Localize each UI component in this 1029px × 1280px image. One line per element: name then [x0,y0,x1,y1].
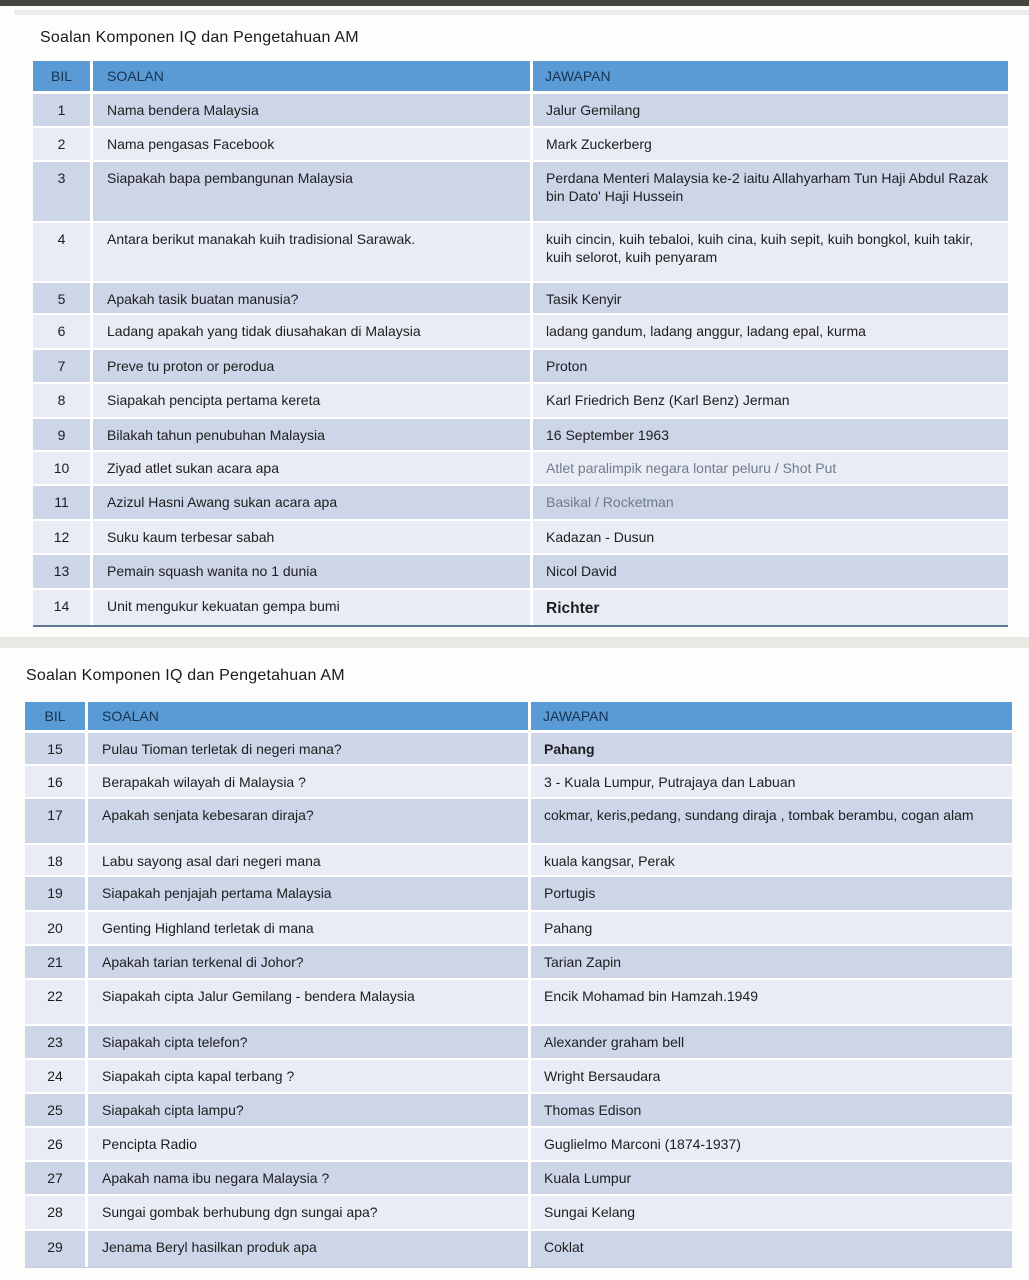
table-row [33,521,1008,555]
table-row [25,1196,1012,1231]
answer-cell: Proton [546,358,588,375]
question-cell: Unit mengukur kekuatan gempa bumi [93,590,533,624]
column-header-bil: BIL [33,61,93,91]
bil-cell: 13 [33,555,93,588]
slide-2 [25,666,1012,1268]
bil-cell: 18 [25,845,88,875]
previous-slide-edge [0,0,1029,6]
table-row [25,946,1012,980]
answer-cell: Basikal / Rocketman [546,494,674,511]
bil-cell: 20 [25,912,88,944]
answer-cell: Atlet paralimpik negara lontar peluru / Shot Put [546,460,837,477]
question-cell: Genting Highland terletak di mana [88,912,531,944]
slide-1 [33,28,1008,627]
column-header-soalan: SOALAN [88,702,531,730]
table-header-row [25,702,1012,733]
answer-cell: Perdana Menteri Malaysia ke-2 iaitu Allahyarham Tun Haji Abdul Razak bin Dato' Haji Hussein [546,170,989,205]
answer-cell: ladang gandum, ladang anggur, ladang epal, kurma [546,323,866,340]
question-cell: Preve tu proton or perodua [93,350,533,382]
answer-cell: Richter [546,600,600,618]
question-cell: Siapakah cipta kapal terbang ? [88,1060,531,1092]
table-header-row [33,61,1008,94]
answer-cell: Karl Friedrich Benz (Karl Benz) Jerman [546,392,790,409]
table-row [33,486,1008,521]
question-cell: Siapakah cipta Jalur Gemilang - bendera Malaysia [88,980,531,1024]
bil-cell: 28 [25,1196,88,1229]
question-cell: Sungai gombak berhubung dgn sungai apa? [88,1196,531,1229]
question-cell: Suku kaum terbesar sabah [93,521,533,553]
bil-cell: 22 [25,980,88,1024]
answer-cell: Kuala Lumpur [544,1170,632,1187]
answer-cell: Guglielmo Marconi (1874-1937) [544,1136,741,1153]
answer-cell: Jalur Gemilang [546,102,641,118]
answer-cell: kuih cincin, kuih tebaloi, kuih cina, kuih sepit, kuih bongkol, kuih takir, kuih selorot, kuih penyaram [546,231,974,266]
answer-cell: Nicol David [546,563,617,580]
table-row [25,799,1012,845]
question-cell: Pemain squash wanita no 1 dunia [93,555,533,588]
answer-cell: Pahang [544,741,595,757]
bil-cell: 25 [25,1094,88,1126]
table-row [33,223,1008,283]
section-title: Soalan Komponen IQ dan Pengetahuan AM [26,667,345,684]
bil-cell: 27 [25,1162,88,1194]
question-cell: Antara berikut manakah kuih tradisional Sarawak. [93,223,533,281]
bil-cell: 23 [25,1026,88,1058]
question-cell: Labu sayong asal dari negeri mana [88,845,531,875]
bil-cell: 26 [25,1128,88,1160]
bil-cell: 2 [33,128,93,160]
column-header-jawapan: JAWAPAN [543,708,609,724]
question-cell: Siapakah cipta telefon? [88,1026,531,1058]
answer-cell: Pahang [544,920,593,937]
table-row [33,384,1008,419]
table-row [33,94,1008,128]
answer-cell: 3 - Kuala Lumpur, Putrajaya dan Labuan [544,774,796,790]
table-row [25,1060,1012,1094]
question-cell: Ziyad atlet sukan acara apa [93,452,533,484]
answer-cell: Coklat [544,1239,584,1256]
bil-cell: 19 [25,877,88,910]
question-cell: Siapakah pencipta pertama kereta [93,384,533,417]
slide-separator [0,637,1029,648]
table-row [33,162,1008,223]
answer-cell: Sungai Kelang [544,1204,636,1221]
table-row [25,733,1012,766]
answer-cell: Mark Zuckerberg [546,136,652,152]
question-cell: Berapakah wilayah di Malaysia ? [88,766,531,797]
question-cell: Siapakah penjajah pertama Malaysia [88,877,531,910]
table-row [33,128,1008,162]
table-row [33,315,1008,350]
table-row [33,452,1008,486]
table-row [33,590,1008,624]
table-row [25,766,1012,799]
question-cell: Nama pengasas Facebook [93,128,533,160]
section-title: Soalan Komponen IQ dan Pengetahuan AM [40,29,359,46]
question-cell: Bilakah tahun penubuhan Malaysia [93,419,533,450]
answer-cell: Portugis [544,885,596,902]
bil-cell: 14 [33,590,93,624]
table-body [25,733,1012,1267]
question-cell: Siapakah cipta lampu? [88,1094,531,1126]
question-cell: Apakah tarian terkenal di Johor? [88,946,531,978]
bil-cell: 9 [33,419,93,450]
qa-table [33,61,1008,627]
question-cell: Apakah nama ibu negara Malaysia ? [88,1162,531,1194]
bil-cell: 3 [33,162,93,221]
bil-cell: 21 [25,946,88,978]
column-header-bil: BIL [25,702,88,730]
table-row [25,1162,1012,1196]
answer-cell: Tarian Zapin [544,954,622,971]
bil-cell: 29 [25,1231,88,1267]
table-row [25,1128,1012,1162]
table-row [25,1094,1012,1128]
question-cell: Siapakah bapa pembangunan Malaysia [93,162,533,221]
bil-cell: 11 [33,486,93,519]
column-header-jawapan: JAWAPAN [545,68,611,84]
question-cell: Azizul Hasni Awang sukan acara apa [93,486,533,519]
answer-cell: Kadazan - Dusun [546,529,655,546]
bil-cell: 12 [33,521,93,553]
qa-table [25,702,1012,1268]
slide-shadow [14,10,1029,15]
bil-cell: 24 [25,1060,88,1092]
table-row [33,419,1008,452]
answer-cell: Alexander graham bell [544,1034,685,1051]
bil-cell: 15 [25,733,88,764]
table-row [33,350,1008,384]
question-cell: Jenama Beryl hasilkan produk apa [88,1231,531,1267]
question-cell: Nama bendera Malaysia [93,94,533,126]
answer-cell: 16 September 1963 [546,427,669,444]
bil-cell: 4 [33,223,93,281]
table-row [33,283,1008,315]
table-row [25,980,1012,1026]
bil-cell: 8 [33,384,93,417]
answer-cell: cokmar, keris,pedang, sundang diraja , tombak berambu, cogan alam [544,807,974,823]
table-row [33,555,1008,590]
table-row [25,1231,1012,1267]
table-row [25,1026,1012,1060]
bil-cell: 5 [33,283,93,313]
question-cell: Ladang apakah yang tidak diusahakan di Malaysia [93,315,533,348]
bil-cell: 10 [33,452,93,484]
column-header-soalan: SOALAN [93,61,533,91]
question-cell: Pulau Tioman terletak di negeri mana? [88,733,531,764]
table-row [25,912,1012,946]
answer-cell: Wright Bersaudara [544,1068,661,1085]
answer-cell: Tasik Kenyir [546,291,622,307]
table-row [25,845,1012,877]
bil-cell: 1 [33,94,93,126]
answer-cell: Thomas Edison [544,1102,642,1119]
bil-cell: 6 [33,315,93,348]
table-body [33,94,1008,625]
answer-cell: kuala kangsar, Perak [544,853,675,869]
answer-cell: Encik Mohamad bin Hamzah.1949 [544,988,759,1005]
bil-cell: 16 [25,766,88,797]
question-cell: Apakah tasik buatan manusia? [93,283,533,313]
table-row [25,877,1012,912]
bil-cell: 7 [33,350,93,382]
question-cell: Pencipta Radio [88,1128,531,1160]
question-cell: Apakah senjata kebesaran diraja? [88,799,531,843]
bil-cell: 17 [25,799,88,843]
